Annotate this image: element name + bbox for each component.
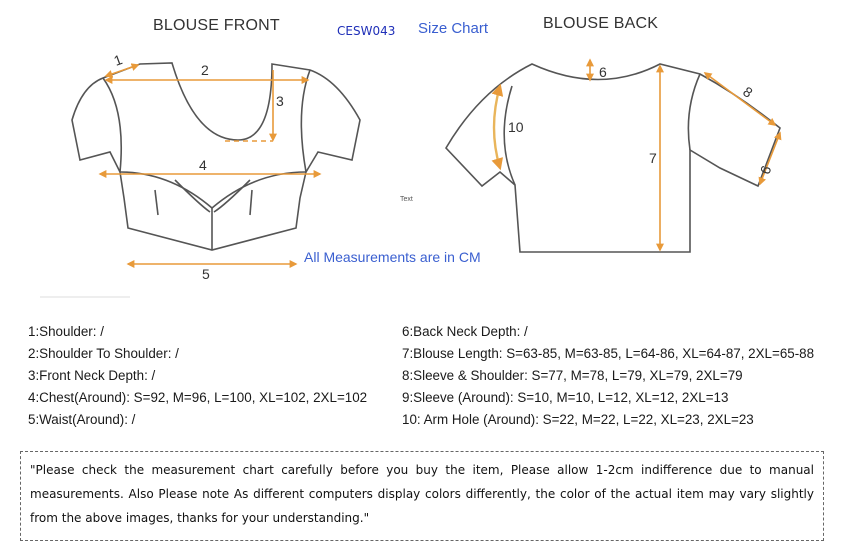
stray-text: Text [400,196,413,203]
back-measure-arrows [494,60,780,250]
measurements-left [28,321,367,431]
measurement-back-neck-depth: 6:Back Neck Depth: / [402,324,528,339]
measurements-right [402,321,814,431]
blouse-front-outline [72,63,360,250]
measurement-shoulder-to-shoulder: 2:Shoulder To Shoulder: / [28,346,179,361]
marker-9: 9 [757,163,775,177]
units-note: All Measurements are in CM [304,249,481,265]
marker-4: 4 [199,157,207,173]
measurement-sleeve-around: 9:Sleeve (Around): S=10, M=10, L=12, XL=12, 2XL=13 [402,390,729,405]
measurement-waist: 5:Waist(Around): / [28,412,136,427]
disclaimer-box: "Please check the measurement chart carefully before you buy the item, Please allow 1-2cm indifference due to manual measurements. Also Please note As different computers display colors differently, the color of the actual item may vary slightly from the above images, thanks for your understanding." [20,451,824,541]
blouse-front-heading: BLOUSE FRONT [153,17,280,34]
marker-10: 10 [508,119,524,135]
marker-1: 1 [111,51,125,69]
blouse-back-heading: BLOUSE BACK [543,15,659,32]
measurement-sleeve-shoulder: 8:Sleeve & Shoulder: S=77, M=78, L=79, XL=79, 2XL=79 [402,368,743,383]
marker-7: 7 [649,150,657,166]
marker-6: 6 [599,64,607,80]
marker-3: 3 [276,93,284,109]
measurement-shoulder: 1:Shoulder: / [28,324,104,339]
measurement-chest: 4:Chest(Around): S=92, M=96, L=100, XL=102, 2XL=102 [28,390,368,405]
marker-2: 2 [201,62,209,78]
marker-8: 8 [740,83,756,101]
front-measure-arrows [100,65,320,264]
size-chart-heading: Size Chart [418,20,489,37]
measurement-arm-hole: 10: Arm Hole (Around): S=22, M=22, L=22, XL=23, 2XL=23 [402,412,754,427]
product-code: CESW043 [337,24,396,38]
measurement-front-neck-depth: 3:Front Neck Depth: / [28,368,156,383]
measurement-blouse-length: 7:Blouse Length: S=63-85, M=63-85, L=64-86, XL=64-87, 2XL=65-88 [402,346,815,361]
marker-5: 5 [202,266,210,282]
